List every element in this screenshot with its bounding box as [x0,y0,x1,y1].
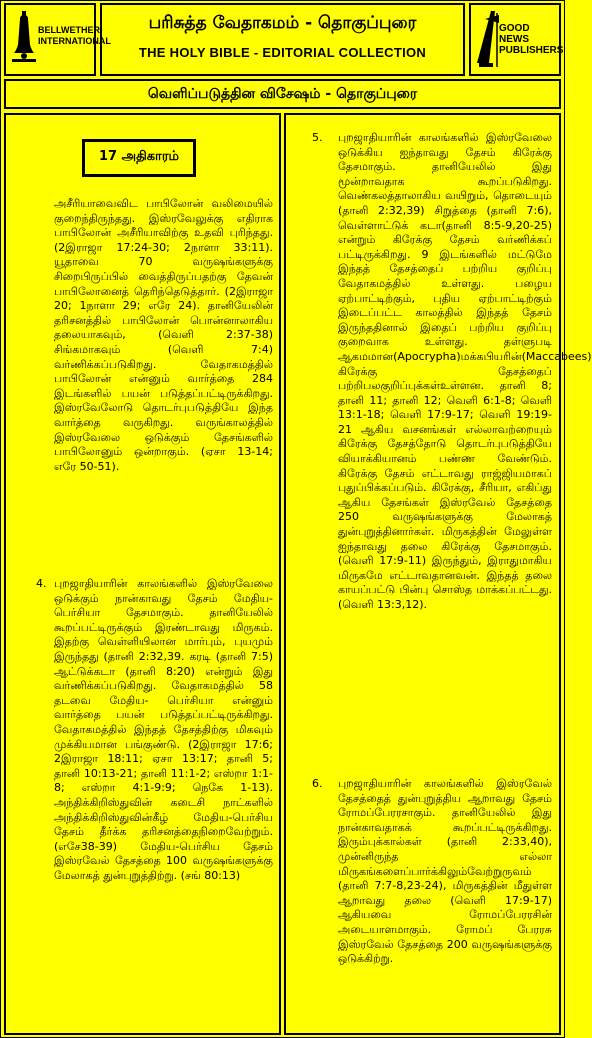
item-5-paragraph: புறஜாதியாரின் காலங்களில் இஸ்ரவேலை ஒடுக்கிய ஐந்தாவது தேசம் கிரேக்கு தேசமாகும். தானியேலில் இது மூன்றாவதாக கூறப்படுகிறது. வெண்கலத்தாலாகிய வயிறும், தொடையும் (தானி 2:32,39) சிறுத்தை (தானி 7:6), வெள்ளாட்டுக் கடா(தானி 8:5-9,20-25) என்றும் கிரேக்கு தேசம் வர்ணிக்கப் பட்டிருக்கிறது. 9 இடங்களில் மட்டுமே இந்தத் தேசத்தைப் பற்றிய குறிப்பு வேதாகமத்தில் உள்ளது. பழைய ஏற்பாட்டிற்கும், புதிய ஏற்பாட்டிற்கும் இடைப்பட்ட காலத்தில் இந்தத் தேசம் இருந்ததினால் இதைப் பற்றிய குறிப்பு குறைவாக உள்ளது. தள்ளுபடி ஆகமமான(Apocrypha)மக்கபியரின்(Maccabees) கிரேக்கு தேசத்தைப் பற்றிபலகுறிப்புக்கள்உள்ளன. தானி 8; தானி 11; தானி 12; வெளி 6:1-8; வெளி 13:1-18; வெளி 17:9-17; வெளி 19:19-21 ஆகிய வசனங்கள் எல்லாவற்றையும் கிரேக்கு தேசத்தோடு தொடர்புபடுத்தியே வியாக்கியானம் பண்ண வேண்டும். கிரேக்கு தேசம் எட்டாவது ராஜ்ஜியமாகப் புதுப்பிக்கப்படும். கிரேக்கு, சீரியா, எகிப்து ஆகிய தேசங்கள் இஸ்ரவேல் தேசத்தை 250 வருஷங்களுக்கு மேலாகத் துன்புறுத்தினார்கள். மிருகத்தின் மேலுள்ள ஐந்தாவது தலை கிரேக்கு தேசமாகும். (வெளி 17:9-11) இருந்தும், இராதுமாகிய மிருகமே எட்டாவதானவன். இந்தத் தலை காயப்பட்டு பின்பு சொஸ்த மாக்கப்பட்டது. (வெளி 13:3,12). [338,131,592,611]
section-subtitle: வெளிப்படுத்தின விசேஷம் - தொகுப்புரை [4,79,561,109]
title-tamil: பரிசுத்த வேதாகமம் - தொகுப்புரை [148,13,417,33]
item-number-4: 4. [36,577,47,590]
intro-paragraph: அசீரியாவைவிட பாபிலோன் வலிமையில் குறைந்திருந்தது. இஸ்ரவேலுக்கு எதிராக பாபிலோன் அசீரியாவிற்கு உதவி புரிந்தது. (2இராஜா 17:24-30; 2நாளா 33:11). யூதாவை 70 வருஷங்களுக்கு சிறைபிருப்பில் வைத்திருப்பதற்கு தேவன் பாபிலோனைத் தெரிந்தெடுத்தார். (2இராஜா 20; 1நாளா 29; எரே 24). தானியேலின் தரிசனத்தில் பாபிலோன் பொன்னாலாகிய தலையாகவும், (வெளி 2:37-38) சிங்கமாகவும் (வெளி 7:4) வர்ணிக்கப்படுகிறது. வேதாகமத்தில் பாபிலோன் என்னும் வார்த்தை 284 இடங்களில் பயன் படுத்தப்பட்டிருக்கிறது. இஸ்ரவேலோடு தொடர்புபடுத்தியே இந்த வார்த்தை வருகிறது. வருங்காலத்தில் இஸ்ரவேலை ஒடுக்கும் தேசங்களில் பாபிலோனும் ஒன்றாகும். (ஏசா 13-14; எரே 50-51). [54,197,273,473]
left-column [4,113,281,1035]
item-6-paragraph: புறஜாதியாரின் காலங்களில் இஸ்ரவேல் தேசத்தைத் துன்புறுத்திய ஆறாவது தேசம் ரோமப்பேரரசாகும். தானியேலில் இது நான்காவதாகக் கூறப்பட்டிருக்கிறது. இரும்புக்கால்கள் (தானி 2:33,40), முன்னிருந்த எல்லா மிருகங்களைப்பார்க்கிலும்வேற்றுருவம் (தானி 7:7-8,23-24), மிருகத்தின் மீதுள்ள ஆறாவது தலை (வெளி 17:9-17) ஆகியவை ரோமப்பேரரசின் அடையாளமாகும். ரோமப் பேரரசு இஸ்ரவேல் தேசத்தை 200 வருஷங்களுக்கு ஒடுக்கிற்று. [338,777,552,966]
good-news-logo-text: GOOD NEWS PUBLISHERS [499,23,564,56]
good-news-logo [469,3,564,76]
title-english: THE HOLY BIBLE - EDITORIAL COLLECTION [138,45,427,60]
bellwether-logo [4,3,111,76]
header [4,3,564,76]
title-box [100,3,465,76]
bellwether-logo-text: BELLWETHER INTERNATIONAL [38,25,111,46]
item-number-5: 5. [312,131,323,144]
chapter-label: 17 அதிகாரம் [82,139,196,177]
item-4-paragraph: புறஜாதியாரின் காலங்களில் இஸ்ரவேலை ஒடுக்கும் நான்காவது தேசம் மேதிய-பெர்சியா தேசமாகும். தானியேலில் கூறப்பட்டிருக்கும் இரண்டாவது மிருகம். இதற்கு வெள்ளியிலான மார்பும், புயமும் இருந்தது (தானி 2:32,39. கரடி (தானி 7:5) ஆட்டுக்கடா (தானி 8:20) என்றும் இது வர்ணிக்கப்படுகிறது. வேதாகமத்தில் 58 தடவை மேதிய- பெர்சியா என்னும் வார்த்தை பயன் படுத்தப்பட்டிருக்கிறது. வேதாகமத்தில் இந்தத் தேசத்திற்கு மிகவும் முக்கியமான பங்குண்டு. (2இராஜா 17:6; 2இராஜா 18:11; ஏசா 13:17; தானி 5; தானி 10:13-21; தானி 11:1-2; எஸ்றா 1:1-8; எஸ்றா 4:1-9:9; நெகே 1-13). அந்திக்கிறிஸ்துவின் கடைசி நாட்களில் அந்திக்கிறிஸ்துவின்கீழ் மேதிய-பெர்சிய தேசம் தீர்க்க தரிசனத்தைநிறைவேற்றும்.(எசே38-39) மேதிய-பெர்சிய தேசம் இஸ்ரவேல் தேசத்தை 100 வருஷங்களுக்கு மேலாகத் துன்புறுத்திற்று. (சங் 80:13) [54,577,273,882]
item-number-6: 6. [312,777,323,790]
right-column [284,113,592,1035]
